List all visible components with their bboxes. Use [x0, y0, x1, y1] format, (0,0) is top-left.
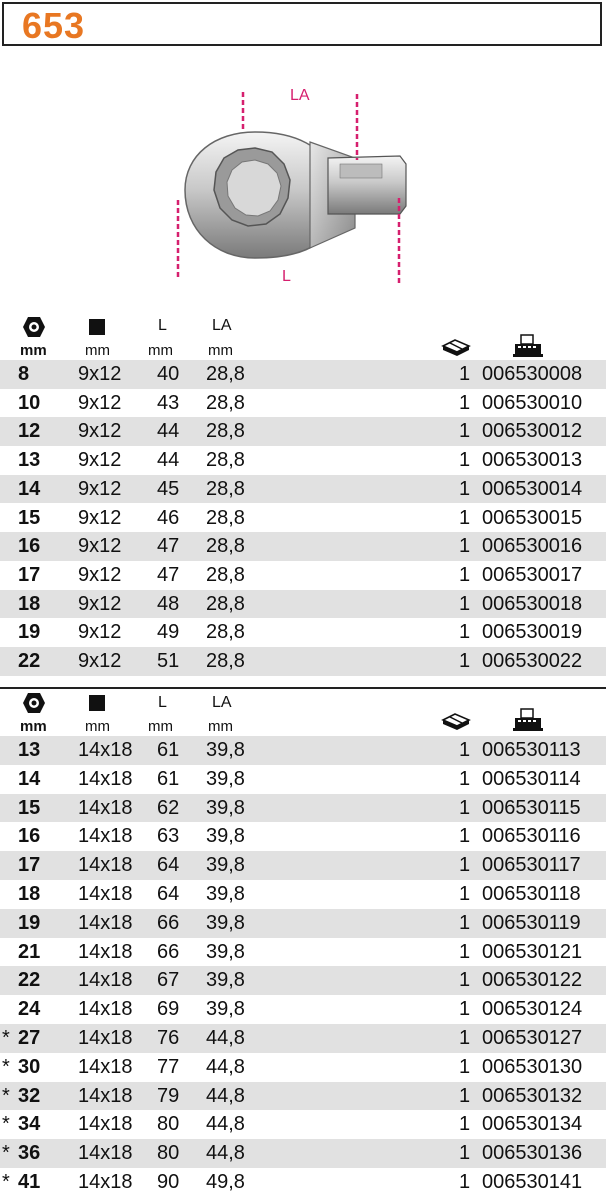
- table-row: [0, 1024, 606, 1053]
- table-row: [0, 446, 606, 475]
- article-code-cell: 006530119: [482, 911, 581, 934]
- square-drive-cell: 14x18: [78, 1113, 133, 1136]
- la-cell: 28,8: [206, 535, 245, 558]
- article-code-cell: 006530113: [482, 739, 581, 761]
- quantity-cell: 1: [459, 825, 471, 848]
- la-cell: 28,8: [206, 563, 245, 586]
- new-item-marker: *: [2, 1027, 10, 1049]
- quantity-cell: 1: [459, 449, 471, 472]
- l-unit: mm: [148, 342, 173, 359]
- article-code-cell: 006530124: [482, 998, 583, 1021]
- la-cell: 44,8: [206, 1027, 245, 1049]
- package-icon: [441, 710, 471, 737]
- length-cell: 80: [157, 1142, 180, 1165]
- size-cell: 41: [18, 1171, 41, 1193]
- new-item-marker: *: [2, 1055, 10, 1078]
- square-drive-icon: [89, 695, 105, 716]
- la-cell: 44,8: [206, 1084, 245, 1107]
- cash-register-icon: [513, 334, 543, 363]
- table-row: [0, 880, 606, 909]
- length-cell: 47: [157, 535, 180, 558]
- square-drive-cell: 14x18: [78, 883, 133, 905]
- l-symbol: L: [158, 317, 167, 334]
- article-code-cell: 006530010: [482, 391, 583, 414]
- length-cell: 49: [157, 621, 180, 644]
- header-bar: [2, 2, 602, 46]
- size-cell: 34: [18, 1113, 41, 1136]
- table-row: [0, 938, 606, 967]
- length-cell: 77: [157, 1055, 180, 1078]
- hex-nut-icon: [22, 316, 46, 343]
- quantity-cell: 1: [459, 854, 471, 877]
- la-cell: 39,8: [206, 883, 245, 905]
- article-code-cell: 006530012: [482, 420, 583, 443]
- quantity-cell: 1: [459, 363, 471, 385]
- size-cell: 8: [18, 363, 30, 385]
- la-unit: mm: [208, 718, 233, 735]
- table-row: [0, 590, 606, 619]
- length-cell: 61: [157, 767, 180, 790]
- article-code-cell: 006530136: [482, 1142, 583, 1165]
- size-cell: 21: [18, 940, 41, 963]
- table-row: [0, 532, 606, 561]
- table-row: [0, 1053, 606, 1082]
- article-code-cell: 006530016: [482, 535, 583, 558]
- size-cell: 13: [18, 739, 41, 761]
- size-cell: 14: [18, 477, 41, 500]
- la-cell: 39,8: [206, 854, 245, 877]
- square-drive-cell: 9x12: [78, 535, 122, 558]
- la-cell: 39,8: [206, 998, 245, 1021]
- length-cell: 64: [157, 854, 180, 877]
- quantity-cell: 1: [459, 650, 471, 672]
- table-row: [0, 417, 606, 446]
- new-item-marker: *: [2, 1142, 10, 1165]
- square-unit: mm: [85, 342, 110, 359]
- l-unit: mm: [148, 718, 173, 735]
- square-drive-cell: 9x12: [78, 621, 122, 644]
- size-cell: 22: [18, 650, 41, 672]
- square-drive-cell: 9x12: [78, 592, 122, 615]
- size-cell: 15: [18, 506, 41, 529]
- quantity-cell: 1: [459, 940, 471, 963]
- la-cell: 44,8: [206, 1113, 245, 1136]
- length-cell: 66: [157, 911, 180, 934]
- square-drive-cell: 9x12: [78, 449, 122, 472]
- la-cell: 28,8: [206, 506, 245, 529]
- length-cell: 76: [157, 1027, 180, 1049]
- length-cell: 61: [157, 739, 180, 761]
- square-drive-cell: 14x18: [78, 767, 133, 790]
- la-cell: 39,8: [206, 767, 245, 790]
- square-drive-cell: 9x12: [78, 363, 122, 385]
- square-drive-cell: 9x12: [78, 506, 122, 529]
- length-cell: 45: [157, 477, 180, 500]
- la-cell: 39,8: [206, 940, 245, 963]
- quantity-cell: 1: [459, 767, 471, 790]
- quantity-cell: 1: [459, 739, 471, 761]
- la-cell: 44,8: [206, 1142, 245, 1165]
- size-cell: 36: [18, 1142, 41, 1165]
- la-cell: 28,8: [206, 592, 245, 615]
- length-cell: 44: [157, 449, 180, 472]
- table-row: [0, 822, 606, 851]
- length-cell: 80: [157, 1113, 180, 1136]
- size-cell: 19: [18, 911, 41, 934]
- square-drive-cell: 14x18: [78, 1055, 133, 1078]
- la-cell: 39,8: [206, 796, 245, 819]
- quantity-cell: 1: [459, 883, 471, 905]
- length-cell: 63: [157, 825, 180, 848]
- article-code-cell: 006530117: [482, 854, 581, 877]
- quantity-cell: 1: [459, 563, 471, 586]
- la-cell: 28,8: [206, 650, 245, 672]
- la-unit: mm: [208, 342, 233, 359]
- la-cell: 28,8: [206, 449, 245, 472]
- square-drive-cell: 14x18: [78, 969, 133, 992]
- square-drive-cell: 9x12: [78, 650, 122, 672]
- table-row: [0, 360, 606, 389]
- size-cell: 19: [18, 621, 41, 644]
- quantity-cell: 1: [459, 1084, 471, 1107]
- la-cell: 28,8: [206, 363, 245, 385]
- article-code-cell: 006530013: [482, 449, 583, 472]
- table-row: [0, 1139, 606, 1168]
- size-cell: 18: [18, 883, 41, 905]
- size-cell: 12: [18, 420, 41, 443]
- size-cell: 16: [18, 825, 41, 848]
- quantity-cell: 1: [459, 998, 471, 1021]
- table-row: [0, 1168, 606, 1197]
- table-row: [0, 736, 606, 765]
- square-drive-cell: 14x18: [78, 796, 133, 819]
- article-code-cell: 006530121: [482, 940, 583, 963]
- hex-nut-icon: [22, 692, 46, 719]
- table-row: [0, 794, 606, 823]
- length-cell: 79: [157, 1084, 180, 1107]
- length-cell: 69: [157, 998, 180, 1021]
- size-unit: mm: [20, 718, 47, 735]
- length-cell: 90: [157, 1171, 180, 1193]
- la-cell: 39,8: [206, 739, 245, 761]
- table-row: [0, 1110, 606, 1139]
- la-symbol: LA: [212, 694, 232, 711]
- quantity-cell: 1: [459, 969, 471, 992]
- table-separator: [0, 687, 606, 689]
- quantity-cell: 1: [459, 506, 471, 529]
- article-code-cell: 006530019: [482, 621, 583, 644]
- article-code-cell: 006530141: [482, 1171, 583, 1193]
- quantity-cell: 1: [459, 391, 471, 414]
- square-drive-cell: 14x18: [78, 911, 133, 934]
- length-cell: 67: [157, 969, 180, 992]
- size-cell: 32: [18, 1084, 41, 1107]
- square-drive-cell: 14x18: [78, 854, 133, 877]
- l-symbol: L: [158, 694, 167, 711]
- article-code-cell: 006530122: [482, 969, 583, 992]
- size-cell: 13: [18, 449, 41, 472]
- cash-register-icon: [513, 708, 543, 737]
- size-cell: 17: [18, 854, 41, 877]
- square-drive-cell: 14x18: [78, 825, 133, 848]
- square-drive-cell: 14x18: [78, 940, 133, 963]
- table2-header: [0, 690, 606, 736]
- product-code: 653: [22, 5, 86, 46]
- article-code-cell: 006530008: [482, 363, 583, 385]
- size-cell: 16: [18, 535, 41, 558]
- size-cell: 17: [18, 563, 41, 586]
- square-drive-cell: 14x18: [78, 1084, 133, 1107]
- table-row: [0, 475, 606, 504]
- table-row: [0, 504, 606, 533]
- quantity-cell: 1: [459, 1113, 471, 1136]
- article-code-cell: 006530116: [482, 825, 581, 848]
- square-unit: mm: [85, 718, 110, 735]
- size-cell: 14: [18, 767, 41, 790]
- length-cell: 40: [157, 363, 180, 385]
- size-unit: mm: [20, 342, 47, 359]
- quantity-cell: 1: [459, 535, 471, 558]
- article-code-cell: 006530114: [482, 767, 581, 790]
- size-cell: 27: [18, 1027, 41, 1049]
- square-drive-cell: 9x12: [78, 477, 122, 500]
- la-cell: 39,8: [206, 825, 245, 848]
- square-drive-icon: [89, 319, 105, 340]
- table-row: [0, 909, 606, 938]
- new-item-marker: *: [2, 1084, 10, 1107]
- length-cell: 44: [157, 420, 180, 443]
- article-code-cell: 006530017: [482, 563, 583, 586]
- size-cell: 22: [18, 969, 41, 992]
- length-cell: 66: [157, 940, 180, 963]
- new-item-marker: *: [2, 1171, 10, 1193]
- table-row: [0, 618, 606, 647]
- length-cell: 51: [157, 650, 180, 672]
- quantity-cell: 1: [459, 796, 471, 819]
- new-item-marker: *: [2, 1113, 10, 1136]
- table-row: [0, 851, 606, 880]
- quantity-cell: 1: [459, 1142, 471, 1165]
- article-code-cell: 006530022: [482, 650, 583, 672]
- quantity-cell: 1: [459, 592, 471, 615]
- size-cell: 15: [18, 796, 41, 819]
- square-drive-cell: 14x18: [78, 998, 133, 1021]
- quantity-cell: 1: [459, 1171, 471, 1193]
- article-code-cell: 006530014: [482, 477, 583, 500]
- square-drive-cell: 14x18: [78, 1142, 133, 1165]
- table-row: [0, 647, 606, 676]
- la-cell: 39,8: [206, 969, 245, 992]
- quantity-cell: 1: [459, 1055, 471, 1078]
- dimension-label-la: LA: [290, 87, 310, 104]
- article-code-cell: 006530018: [482, 592, 583, 615]
- length-cell: 47: [157, 563, 180, 586]
- square-drive-cell: 14x18: [78, 1027, 133, 1049]
- table-row: [0, 389, 606, 418]
- la-cell: 44,8: [206, 1055, 245, 1078]
- size-cell: 10: [18, 391, 41, 414]
- square-drive-cell: 14x18: [78, 1171, 133, 1193]
- article-code-cell: 006530015: [482, 506, 583, 529]
- quantity-cell: 1: [459, 477, 471, 500]
- article-code-cell: 006530118: [482, 883, 581, 905]
- length-cell: 48: [157, 592, 180, 615]
- dimension-label-l: L: [282, 268, 291, 285]
- length-cell: 64: [157, 883, 180, 905]
- length-cell: 62: [157, 796, 180, 819]
- article-code-cell: 006530127: [482, 1027, 583, 1049]
- table-row: [0, 1082, 606, 1111]
- length-cell: 43: [157, 391, 180, 414]
- ring-wrench-insert-illustration: [150, 80, 450, 300]
- length-cell: 46: [157, 506, 180, 529]
- article-code-cell: 006530132: [482, 1084, 583, 1107]
- article-code-cell: 006530130: [482, 1055, 583, 1078]
- size-cell: 18: [18, 592, 41, 615]
- size-cell: 30: [18, 1055, 41, 1078]
- la-cell: 28,8: [206, 420, 245, 443]
- table1-header: [0, 312, 606, 360]
- quantity-cell: 1: [459, 420, 471, 443]
- la-cell: 28,8: [206, 621, 245, 644]
- square-drive-cell: 9x12: [78, 420, 122, 443]
- square-drive-cell: 9x12: [78, 391, 122, 414]
- square-drive-cell: 9x12: [78, 563, 122, 586]
- la-cell: 39,8: [206, 911, 245, 934]
- table-row: [0, 561, 606, 590]
- product-drawing: [150, 80, 450, 300]
- square-drive-cell: 14x18: [78, 739, 133, 761]
- la-cell: 28,8: [206, 391, 245, 414]
- table-row: [0, 765, 606, 794]
- quantity-cell: 1: [459, 911, 471, 934]
- la-symbol: LA: [212, 317, 232, 334]
- size-cell: 24: [18, 998, 41, 1021]
- la-cell: 49,8: [206, 1171, 245, 1193]
- table-row: [0, 995, 606, 1024]
- la-cell: 28,8: [206, 477, 245, 500]
- table-row: [0, 966, 606, 995]
- quantity-cell: 1: [459, 621, 471, 644]
- quantity-cell: 1: [459, 1027, 471, 1049]
- package-icon: [441, 336, 471, 363]
- article-code-cell: 006530134: [482, 1113, 583, 1136]
- article-code-cell: 006530115: [482, 796, 581, 819]
